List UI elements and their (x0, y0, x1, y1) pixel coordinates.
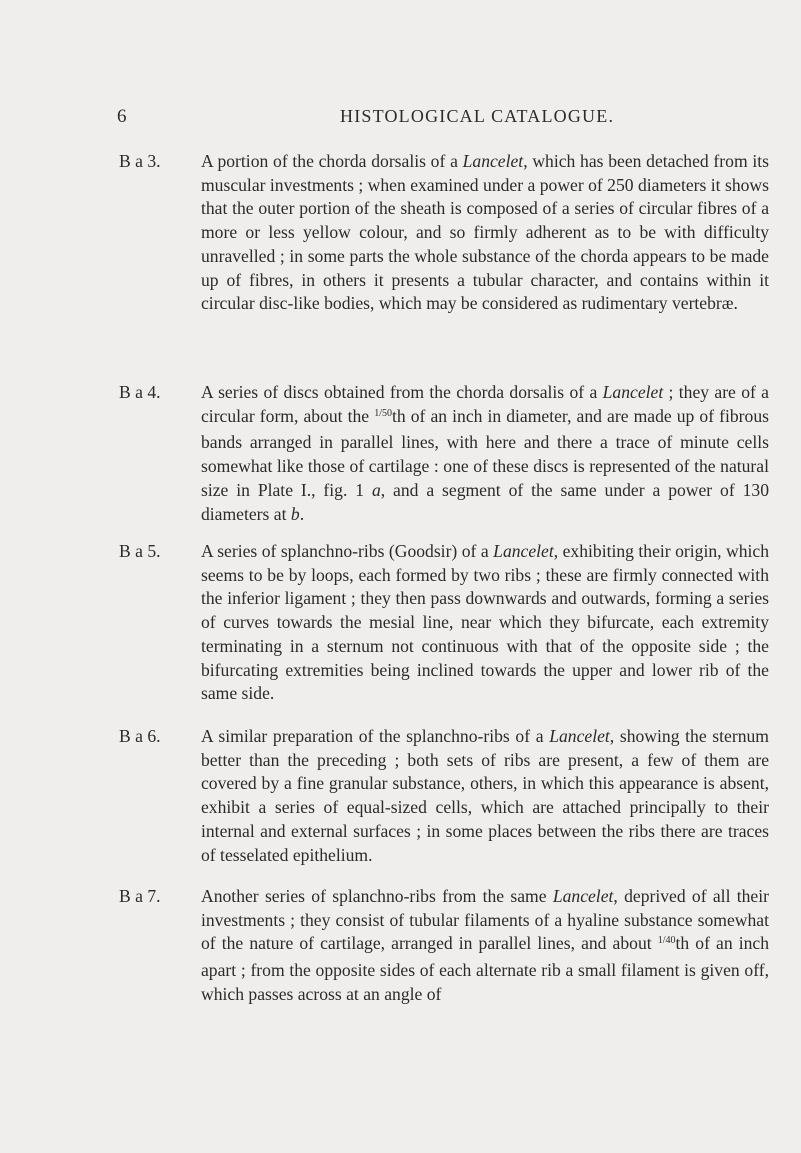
fraction: 1/40 (657, 935, 676, 947)
species-name: Lancelet (602, 382, 664, 402)
species-name: Lancelet (462, 151, 524, 171)
entry-text: A portion of the chorda dorsalis of a Lancelet, which has been detached from its muscular investments ; when examined under a power of 250 diameters it shows that the outer portion of the sheath is composed of a series of circular fibres of a more or less yellow colour, and so firmly adherent as to be with difficulty unravelled ; in some parts the whole substance of the chorda appears to be made up of fibres, in others it presents a tubular character, and contains within it circular disc-like bodies, which may be considered as rudimentary vertebræ. (201, 151, 769, 314)
species-name: Lancelet (493, 541, 554, 561)
entry-text: A similar preparation of the splanchno-ribs of a Lancelet, showing the sternum better than the preceding ; both sets of ribs are present, a few of them are covered by a fine granular substance, others, in which this appearance is absent, exhibit a series of equal-sized cells, which are attached principally to their internal and external surfaces ; in some places between the ribs there are traces of tesselated epithelium. (201, 726, 769, 865)
catalogue-entry (119, 381, 769, 526)
catalogue-entry (119, 725, 769, 867)
fraction: 1/50 (374, 407, 392, 419)
entry-id: B a 6. (119, 726, 161, 746)
catalogue-entry (119, 540, 769, 706)
page-number: 6 (117, 106, 127, 127)
entry-id: B a 7. (119, 886, 161, 906)
entry-text: A series of discs obtained from the chorda dorsalis of a Lancelet ; they are of a circular form, about the $^{1/50}$th of an inch in diameter, and are made up of fibrous bands arranged in parallel lines, with here and there a trace of minute cells somewhat like those of cartilage : one of these discs is represented of the natural size in Plate I., fig. 1 a, and a segment of the same under a power of 130 diameters at b. (201, 382, 769, 524)
entry-text: A series of splanchno-ribs (Goodsir) of a Lancelet, exhibiting their origin, which seems to be by loops, each formed by two ribs ; these are firmly connected with the inferior ligament ; they then pass downwards and outwards, forming a series of curves towards the mesial line, near which they bifurcate, each extremity terminating in a sternum not continuous with that of the opposite side ; the bifurcating extremities being inclined towards the upper and lower rib of the same side. (201, 541, 770, 704)
entry-id: B a 3. (119, 151, 161, 171)
entry-text: Another series of splanchno-ribs from the same Lancelet, deprived of all their investments ; they consist of tubular filaments of a hyaline substance somewhat of the nature of cartilage, arranged in parallel lines, and about $^{1/40}$th of an inch apart ; from the opposite sides of each alternate rib a small filament is given off, which passes across at an angle of (201, 886, 770, 1004)
catalogue-entry (119, 885, 769, 1007)
page-header (0, 106, 801, 136)
running-title: HISTOLOGICAL CATALOGUE. (340, 106, 615, 126)
catalogue-entry (119, 150, 769, 316)
species-name: Lancelet (552, 886, 614, 906)
entry-id: B a 5. (119, 541, 161, 561)
species-name: Lancelet (549, 726, 610, 746)
entry-id: B a 4. (119, 382, 161, 402)
